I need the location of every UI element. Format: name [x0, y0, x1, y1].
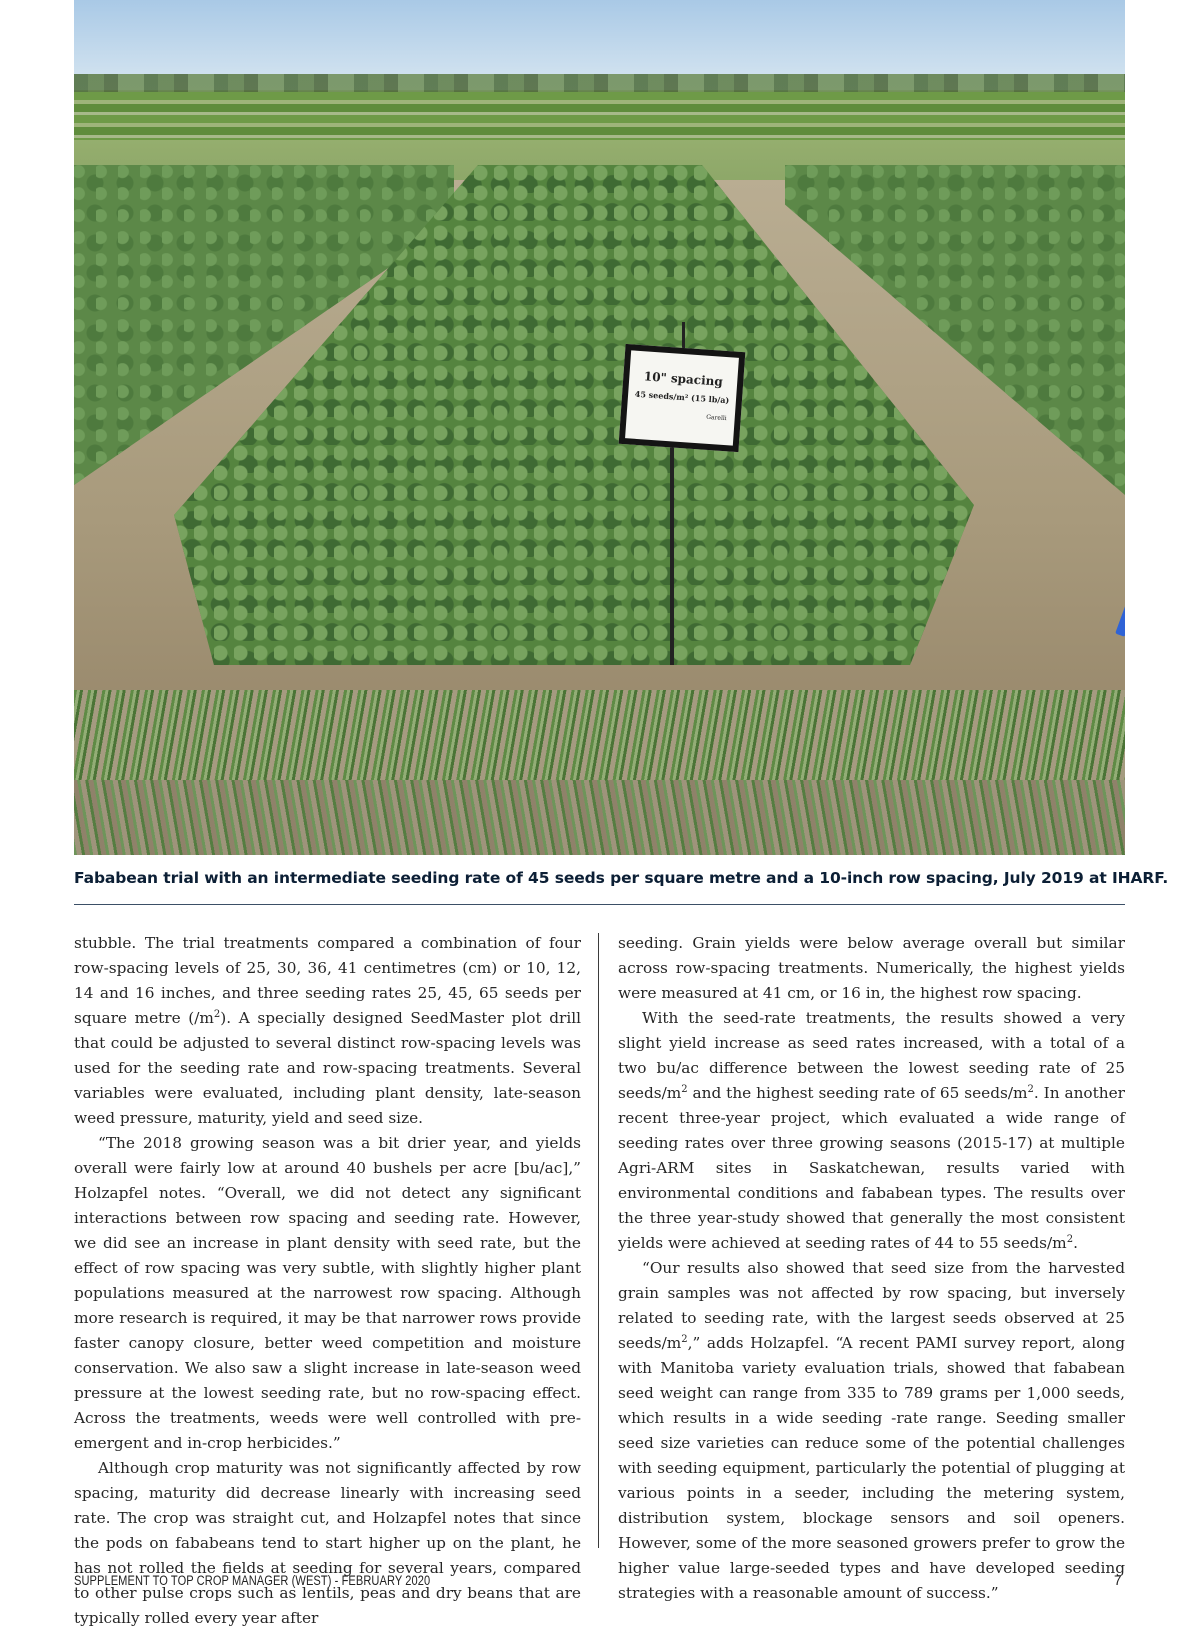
paragraph: Although crop maturity was not significantly affected by row spacing, maturity did decrease linearly with increasing seed rate. The crop was straight cut, and Holzapfel notes that since the pods on fababeans tend to start higher up on the plant, he has not rolled the fields at seeding for several years, compared to other pulse crops such as lentils, peas and dry beans that are typically rolled every year after	[74, 1459, 581, 1627]
paragraph	[618, 1006, 1125, 1256]
paragraph	[618, 1256, 1125, 1606]
paragraph-text: “Our results also showed that seed size from the harvested grain samples was not affected by row spacing, but inversely related to seeding rate, with the largest seeds observed at 25 seeds/m	[618, 1259, 1125, 1352]
tree-line	[74, 74, 1125, 92]
paragraph-text: and the highest seeding rate of 65 seeds/m	[687, 1084, 1028, 1102]
fababean-trial-photo	[74, 0, 1125, 855]
foreground-soil-grass	[74, 780, 1125, 855]
paragraph-text: .	[1073, 1234, 1078, 1252]
paragraph-text: stubble. The trial treatments compared a combination of four row-spacing levels of 25, 30, 36, 41 centimetres (cm) or 10, 12, 14 and 16 inches, and three seeding rates 25, 45, 65 seeds per square metre (/m	[74, 934, 581, 1027]
paragraph-text: ). A specially designed SeedMaster plot drill that could be adjusted to several distinct row-spacing levels was used for the seeding rate and row-spacing treatments. Several variables were evaluated, including plant density, late-season weed pressure, maturity, yield and seed size.	[74, 1009, 581, 1127]
superscript: 2	[681, 1333, 688, 1345]
superscript: 2	[213, 1008, 221, 1020]
superscript: 2	[1066, 1233, 1074, 1245]
paragraph-text: ,” adds Holzapfel. “A recent PAMI survey report, along with Manitoba variety evaluation trials, showed that fababean seed weight can range from 335 to 789 grams per 1,000 seeds, which results in a wide seeding -rate range. Seeding smaller seed size varieties can reduce some of the potential challenges with seeding equipment, particularly the potential of plugging at various points in a seeder, including the metering system, distribution system, blockage sensors and soil openers. However, some of the more seasoned growers prefer to grow the higher value large-seeded types and have developed seeding strategies with a reasonable amount of success.”	[618, 1334, 1125, 1602]
plot-sign	[619, 344, 746, 452]
photo-caption: Fababean trial with an intermediate seeding rate of 45 seeds per square metre and a 10-inch row spacing, July 2019 at IHARF.	[74, 869, 1169, 887]
grass-strip	[74, 690, 1125, 780]
article-column-left	[74, 931, 581, 1631]
sign-spacing-label: 10" spacing	[643, 369, 724, 389]
page-number: 7	[1114, 1573, 1122, 1588]
article-column-right	[618, 931, 1125, 1606]
superscript: 2	[1027, 1083, 1034, 1095]
paragraph-text: With the seed-rate treatments, the results showed a very slight yield increase as seed rates increased, with a total of a two bu/ac difference between the lowest seeding rate of 25 seeds/m	[618, 1009, 1125, 1102]
sign-stake	[670, 440, 674, 665]
publication-footer: SUPPLEMENT TO TOP CROP MANAGER (WEST) - FEBRUARY 2020	[74, 1573, 431, 1588]
paragraph: “The 2018 growing season was a bit drier year, and yields overall were fairly low at around 40 bushels per acre [bu/ac],” Holzapfel notes. “Overall, we did not detect any significant interactions between row spacing and seeding rate. However, we did see an increase in plant density with seed rate, but the effect of row spacing was very subtle, with slightly higher plant populations measured at the narrowest row spacing. Although more research is required, it may be that narrower rows provide faster canopy closure, better weed competition and moisture conservation. We also saw a slight increase in late-season weed pressure at the lowest seeding rate, but no row-spacing effect. Across the treatments, weeds were well controlled with pre-emergent and in-crop herbicides.”	[74, 1134, 581, 1452]
paragraph: seeding. Grain yields were below average overall but similar across row-spacing treatments. Numerically, the highest yields were measured at 41 cm, or 16 in, the highest row spacing.	[618, 934, 1125, 1002]
caption-divider	[74, 904, 1125, 905]
superscript: 2	[681, 1083, 688, 1095]
paragraph-text: . In another recent three-year project, which evaluated a wide range of seeding rates over three growing seasons (2015-17) at multiple Agri-ARM sites in Saskatchewan, results varied with environmental conditions and fababean types. The results over the three year-study showed that generally the most consistent yields were achieved at seeding rates of 44 to 55 seeds/m	[618, 1084, 1125, 1252]
sign-rate-label: 45 seeds/m² (15 lb/a)	[634, 388, 730, 406]
sign-sponsor-label: Garelli	[705, 413, 727, 423]
paragraph	[74, 931, 581, 1131]
column-divider	[598, 933, 599, 1548]
